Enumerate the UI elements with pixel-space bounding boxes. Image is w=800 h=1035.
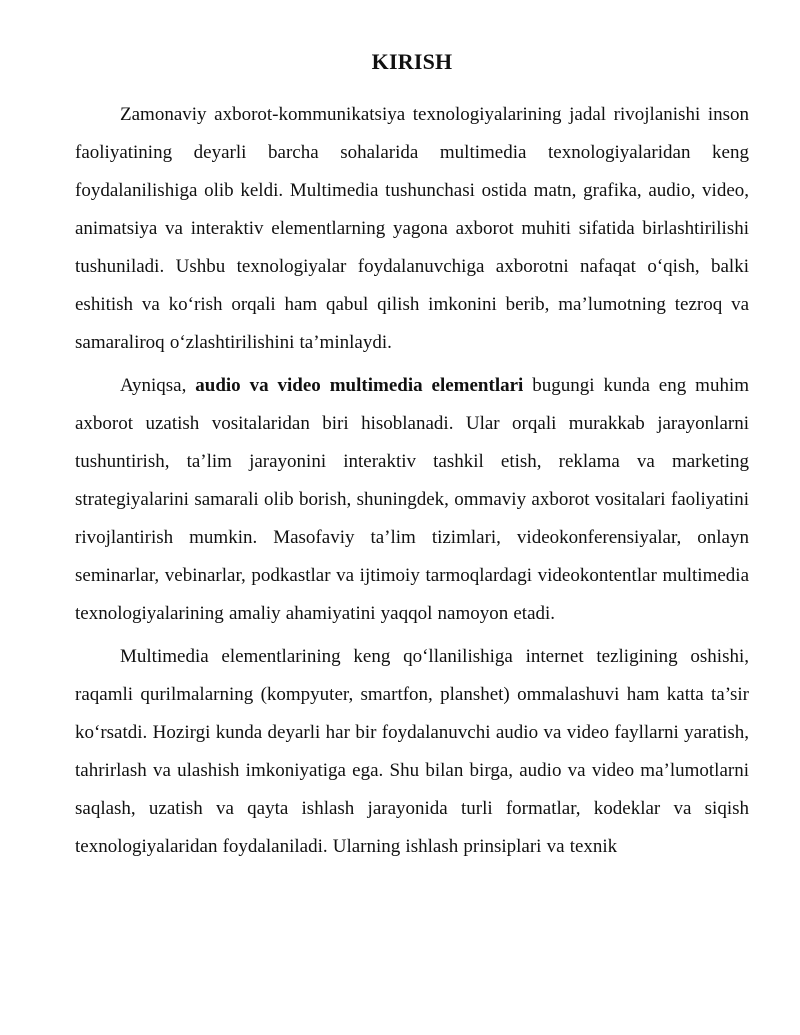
paragraph-2: [75, 367, 749, 633]
paragraph-text: bugungi kunda eng muhim axborot uzatish vositalaridan biri hisoblanadi. Ular orqali murakkab jarayonlarni tushuntirish, ta’lim jarayonini interaktiv tashkil etish, reklama va marketing strategiyalarini samarali olib borish, shuningdek, ommaviy axborot vositalari faoliyatini rivojlantirish mumkin. Masofaviy ta’lim tizimlari, videokonferensiyalar, onlayn seminarlar, vebinarlar, podkastlar va ijtimoiy tarmoqlardagi videokontentlar multimedia texnologiyalarining amaliy ahamiyatini yaqqol namoyon etadi.: [75, 375, 749, 624]
paragraph-text: Zamonaviy axborot-kommunikatsiya texnologiyalarining jadal rivojlanishi inson faoliyatining deyarli barcha sohalarida multimedia texnologiyalaridan keng foydalanilishiga olib keldi. Multimedia tushunchasi ostida matn, grafika, audio, video, animatsiya va interaktiv elementlarning yagona axborot muhiti sifatida birlashtirilishi tushuniladi. Ushbu texnologiyalar foydalanuvchiga axborotni nafaqat o‘qish, balki eshitish va ko‘rish orqali ham qabul qilish imkonini berib, ma’lumotning tezroq va samaraliroq o‘zlashtirilishini ta’minlaydi.: [75, 104, 749, 353]
paragraph-1: [75, 96, 749, 362]
bold-phrase: audio va video multimedia elementlari: [195, 375, 524, 396]
paragraph-text: Multimedia elementlarining keng qo‘llanilishiga internet tezligining oshishi, raqamli qurilmalarning (kompyuter, smartfon, planshet) ommalashuvi ham katta ta’sir ko‘rsatdi. Hozirgi kunda deyarli har bir foydalanuvchi audio va video fayllarni yaratish, tahrirlash va ulashish imkoniyatiga ega. Shu bilan birga, audio va video ma’lumotlarni saqlash, uzatish va qayta ishlash jarayonida turli formatlar, kodeklar va siqish texnologiyalaridan foydalaniladi. Ularning ishlash prinsiplari va texnik: [75, 646, 749, 857]
document-page: [75, 40, 749, 866]
page-title: KIRISH: [371, 49, 453, 74]
paragraph-3: [75, 638, 749, 866]
paragraph-text: Ayniqsa,: [120, 375, 196, 396]
